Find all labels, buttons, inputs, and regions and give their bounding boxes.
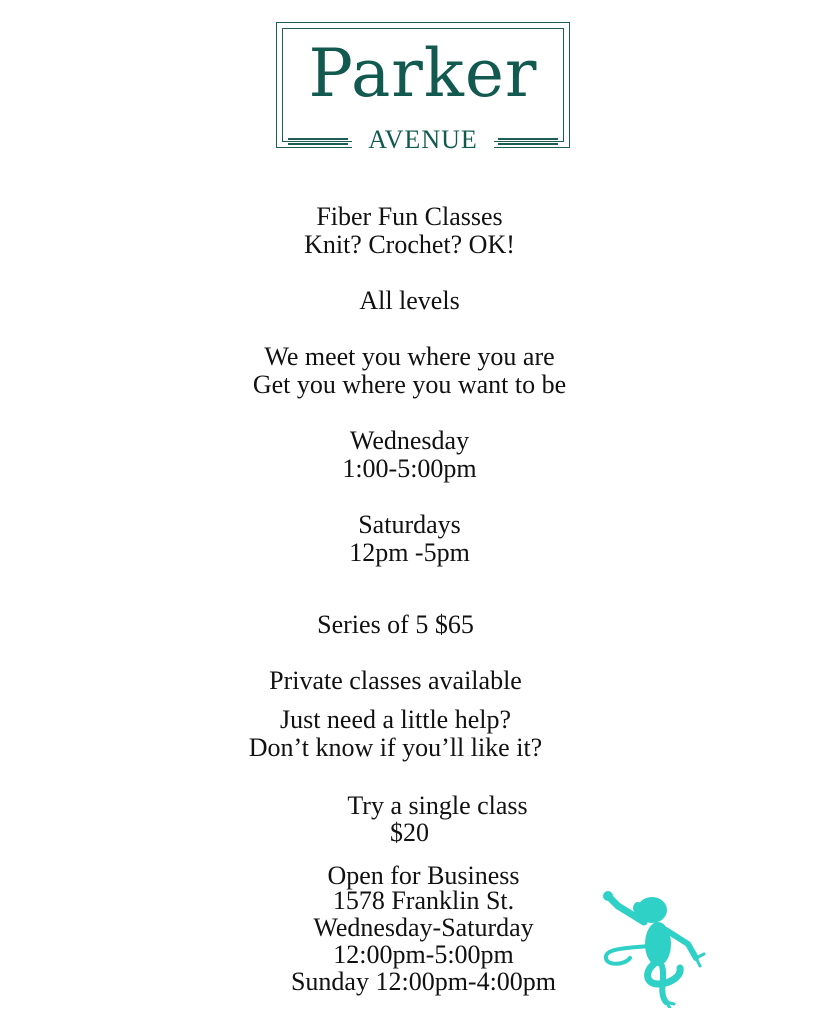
text-line-class-title: Fiber Fun Classes (316, 202, 503, 231)
text-line-saturday-hours: 12pm -5pm (349, 538, 470, 567)
text-line-unsure: Don’t know if you’ll like it? (248, 733, 543, 762)
text-line-wednesday-hours: 1:00-5:00pm (342, 454, 477, 483)
logo-sub-text: AVENUE (368, 125, 478, 154)
logo-rule-right (498, 138, 558, 140)
monkey-icon (600, 888, 712, 1008)
text-line-private: Private classes available (269, 666, 522, 695)
text-line-wednesday: Wednesday (349, 426, 470, 455)
text-line-get: Get you where you want to be (252, 370, 567, 399)
text-line-single-price: $20 (390, 818, 429, 847)
text-line-saturdays: Saturdays (358, 510, 461, 539)
logo-rule-right-2 (498, 143, 558, 145)
text-line-address: 1578 Franklin St. (332, 886, 515, 915)
logo-sub-wrap (276, 124, 570, 154)
text-line-open: Open for Business (327, 861, 520, 890)
text-line-hours: 12:00pm-5:00pm (333, 940, 514, 969)
text-line-levels: All levels (359, 286, 460, 315)
text-line-meet: We meet you where you are (264, 342, 555, 371)
text-line-series-price: Series of 5 $65 (317, 610, 474, 639)
parker-avenue-logo (276, 22, 570, 152)
text-line-days: Wednesday-Saturday (313, 913, 534, 942)
text-line-sunday: Sunday 12:00pm-4:00pm (290, 967, 557, 996)
text-line-crafts: Knit? Crochet? OK! (304, 230, 515, 259)
logo-brand-text: Parker (308, 35, 538, 112)
text-line-single-class: Try a single class (347, 791, 528, 820)
text-line-help: Just need a little help? (279, 705, 512, 734)
